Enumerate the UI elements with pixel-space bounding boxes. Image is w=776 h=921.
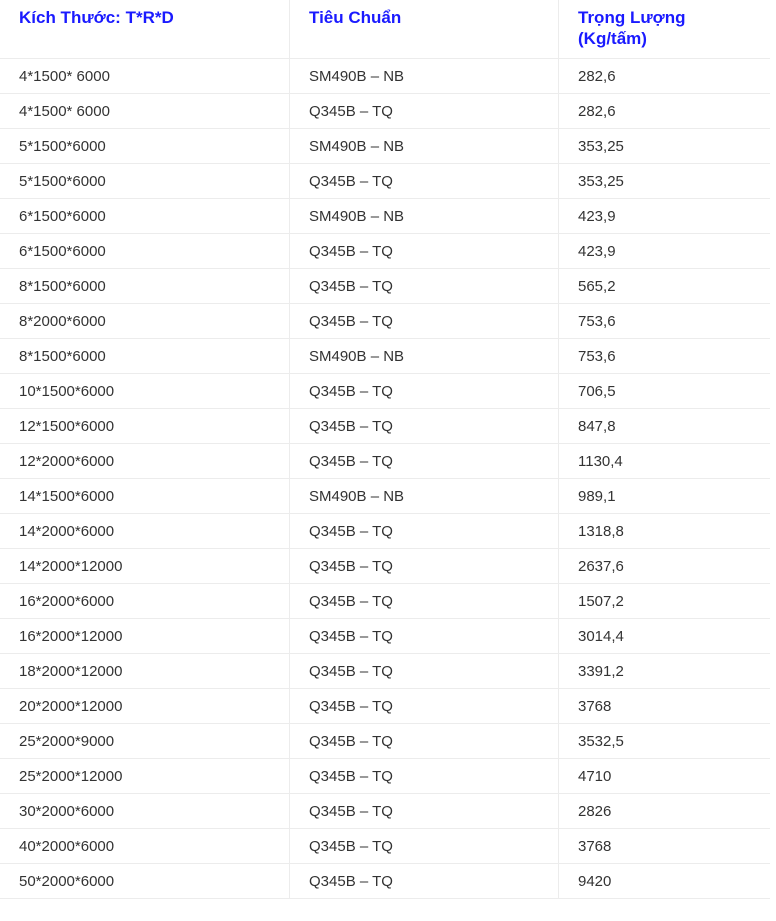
cell-weight: 3768 [578,697,612,715]
header-weight: Trọng Lượng (Kg/tấm) [578,8,686,48]
cell-standard: Q345B – TQ [290,269,559,303]
cell-weight: 282,6 [578,67,616,85]
table-row [0,164,770,199]
cell-size: 12*1500*6000 [0,409,290,443]
cell-weight: 1507,2 [578,592,624,610]
cell-weight: 1130,4 [578,452,623,470]
cell-weight: 9420 [578,872,612,890]
cell-weight: 353,25 [578,137,624,155]
cell-weight: 565,2 [578,277,616,295]
cell-size: 8*2000*6000 [0,304,290,338]
cell-standard: Q345B – TQ [290,794,559,828]
cell-weight: 706,5 [578,382,616,400]
cell-size: 16*2000*6000 [0,584,290,618]
cell-standard: Q345B – TQ [290,619,559,653]
table-row [0,269,770,304]
table-row [0,199,770,234]
cell-size: 4*1500* 6000 [0,94,290,128]
table-row [0,94,770,129]
cell-size: 6*1500*6000 [0,234,290,268]
cell-standard: SM490B – NB [290,59,559,93]
cell-weight: 423,9 [578,207,616,225]
table-row [0,514,770,549]
table-row [0,654,770,689]
cell-size: 6*1500*6000 [0,199,290,233]
cell-standard: Q345B – TQ [290,409,559,443]
table-row [0,129,770,164]
cell-weight: 847,8 [578,417,616,435]
cell-standard: Q345B – TQ [290,304,559,338]
cell-size: 14*1500*6000 [0,479,290,513]
cell-size: 4*1500* 6000 [0,59,290,93]
table-row [0,864,770,899]
table-row [0,304,770,339]
cell-size: 10*1500*6000 [0,374,290,408]
table-row [0,234,770,269]
cell-weight: 753,6 [578,347,616,365]
table-row [0,444,770,479]
cell-standard: Q345B – TQ [290,654,559,688]
header-standard: Tiêu Chuẩn [290,0,559,58]
cell-weight: 3391,2 [578,662,624,680]
cell-size: 14*2000*6000 [0,514,290,548]
cell-standard: Q345B – TQ [290,829,559,863]
cell-standard: Q345B – TQ [290,724,559,758]
cell-weight: 753,6 [578,312,616,330]
cell-weight: 282,6 [578,102,616,120]
cell-standard: Q345B – TQ [290,374,559,408]
cell-size: 5*1500*6000 [0,164,290,198]
table-row [0,339,770,374]
table-row [0,619,770,654]
cell-standard: Q345B – TQ [290,514,559,548]
table-row [0,759,770,794]
cell-size: 5*1500*6000 [0,129,290,163]
cell-size: 25*2000*12000 [0,759,290,793]
table-row [0,409,770,444]
table-row [0,724,770,759]
cell-size: 18*2000*12000 [0,654,290,688]
table-body [0,59,770,899]
cell-standard: Q345B – TQ [290,759,559,793]
cell-weight: 3014,4 [578,627,624,645]
cell-size: 8*1500*6000 [0,339,290,373]
cell-standard: SM490B – NB [290,479,559,513]
cell-weight: 423,9 [578,242,616,260]
table-row [0,479,770,514]
table-row [0,794,770,829]
cell-size: 14*2000*12000 [0,549,290,583]
cell-standard: Q345B – TQ [290,94,559,128]
cell-standard: Q345B – TQ [290,689,559,723]
cell-size: 16*2000*12000 [0,619,290,653]
cell-weight: 4710 [578,767,612,785]
cell-standard: Q345B – TQ [290,234,559,268]
cell-standard: Q345B – TQ [290,549,559,583]
cell-weight: 353,25 [578,172,624,190]
table-row [0,829,770,864]
cell-weight: 2826 [578,802,612,820]
cell-size: 20*2000*12000 [0,689,290,723]
cell-weight: 2637,6 [578,557,624,575]
cell-standard: Q345B – TQ [290,164,559,198]
table-row [0,689,770,724]
table-row [0,59,770,94]
table-row [0,584,770,619]
cell-standard: Q345B – TQ [290,444,559,478]
cell-size: 25*2000*9000 [0,724,290,758]
cell-standard: Q345B – TQ [290,584,559,618]
cell-weight: 1318,8 [578,522,624,540]
cell-size: 30*2000*6000 [0,794,290,828]
cell-weight: 989,1 [578,487,616,505]
cell-standard: SM490B – NB [290,199,559,233]
header-size: Kích Thước: T*R*D [0,0,290,58]
cell-standard: Q345B – TQ [290,864,559,898]
cell-size: 8*1500*6000 [0,269,290,303]
cell-standard: SM490B – NB [290,129,559,163]
cell-standard: SM490B – NB [290,339,559,373]
table-row [0,374,770,409]
table-row [0,549,770,584]
cell-weight: 3532,5 [578,732,624,750]
cell-size: 50*2000*6000 [0,864,290,898]
cell-weight: 3768 [578,837,612,855]
cell-size: 12*2000*6000 [0,444,290,478]
table-header-row [0,0,770,59]
cell-size: 40*2000*6000 [0,829,290,863]
